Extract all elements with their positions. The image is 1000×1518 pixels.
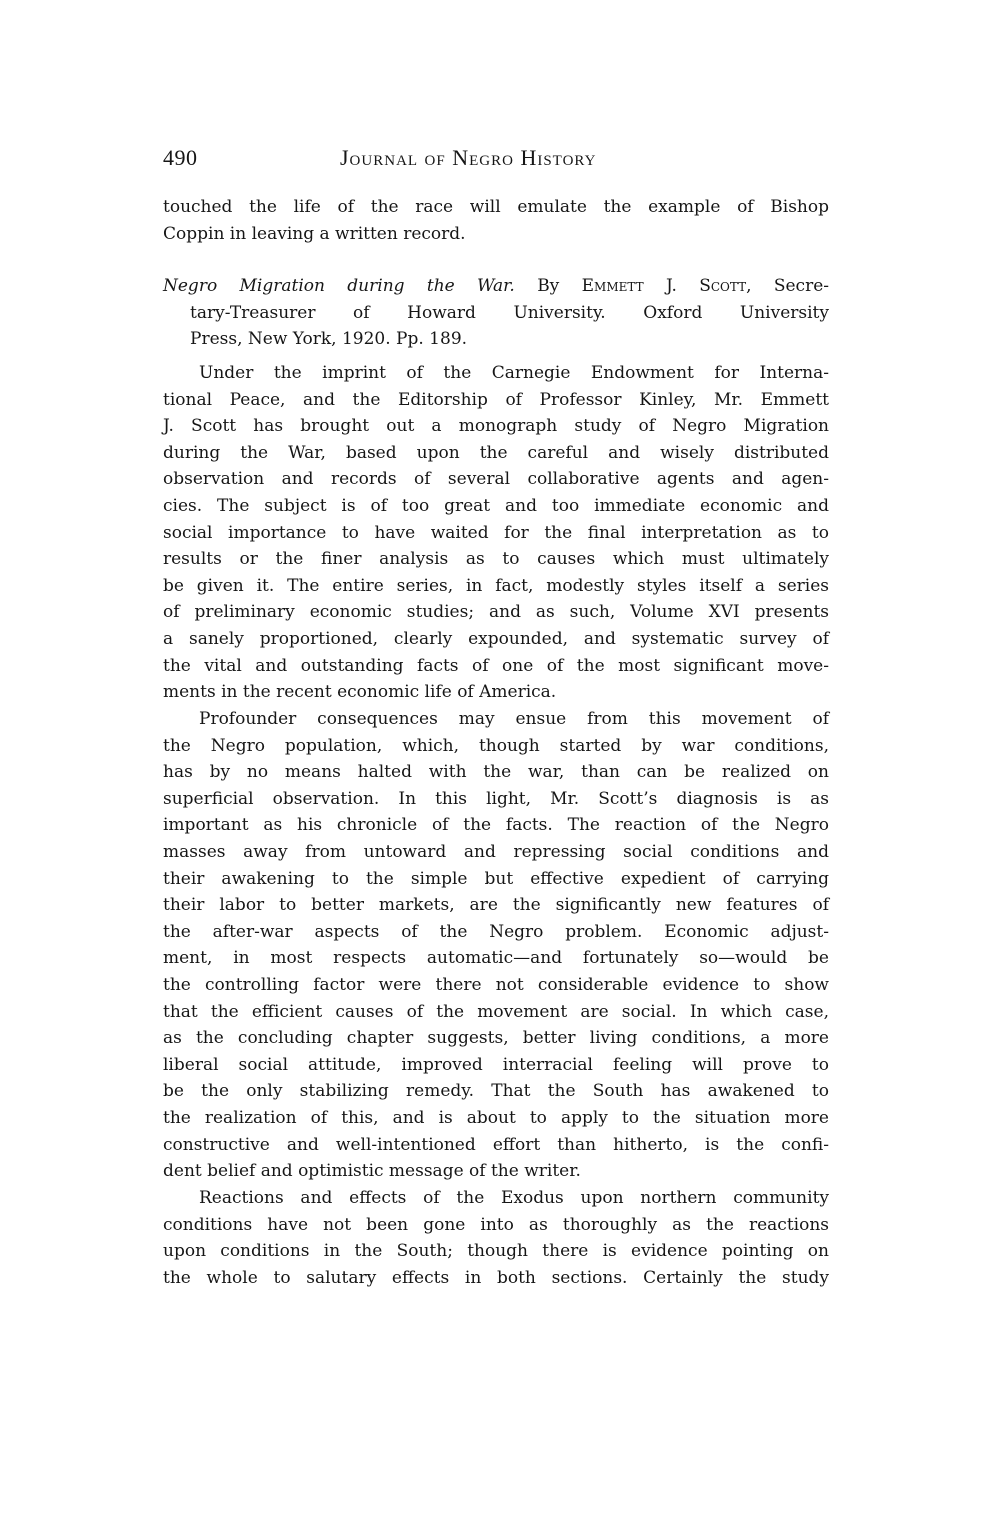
body-paragraph-2 [163, 706, 829, 1185]
text-line: superficial observation. In this light, Mr. Scott’s diagnosis is as [163, 788, 829, 809]
text-line: social importance to have waited for the final interpretation as to [163, 522, 829, 543]
text-line: conditions have not been gone into as thoroughly as the reactions [163, 1214, 829, 1235]
author-name: Emmett J. Scott, [581, 276, 752, 296]
text-line: their labor to better markets, are the significantly new features of [163, 895, 829, 916]
text-line: the vital and outstanding facts of one of the most significant move- [163, 655, 829, 676]
citation-line [163, 273, 829, 300]
text-line: as the concluding chapter suggests, better living conditions, a more [163, 1028, 829, 1049]
text-line: ments in the recent economic life of America. [163, 682, 557, 703]
text-line: the after-war aspects of the Negro problem. Economic adjust- [163, 921, 829, 942]
author-role-start: Secre- [773, 276, 830, 296]
text-line: be the only stabilizing remedy. That the South has awakened to [163, 1081, 829, 1102]
page-number: 490 [163, 145, 198, 170]
text-line: J. Scott has brought out a monograph study of Negro Migration [163, 416, 829, 437]
text-line: tional Peace, and the Editorship of Professor Kinley, Mr. Emmett [163, 389, 829, 410]
text-line: be given it. The entire series, in fact, modestly styles itself a series [163, 575, 829, 596]
text-line: observation and records of several collaborative agents and agen- [163, 469, 829, 490]
text-line: Coppin in leaving a written record. [163, 223, 466, 244]
text-line: liberal social attitude, improved interracial feeling will prove to [163, 1054, 829, 1075]
text-line: has by no means halted with the war, than can be realized on [163, 762, 829, 783]
review-citation [163, 273, 829, 353]
text-line: important as his chronicle of the facts. The reaction of the Negro [163, 815, 829, 836]
text-line: touched the life of the race will emulate the example of Bishop [163, 197, 829, 217]
text-line: masses away from untoward and repressing social conditions and [163, 841, 829, 862]
text-line: dent belief and optimistic message of the writer. [163, 1161, 581, 1182]
text-line: constructive and well-intentioned effort than hitherto, is the confi- [163, 1134, 829, 1155]
book-title: Negro Migration during the War. [163, 276, 515, 296]
text-line: during the War, based upon the careful and wisely distributed [163, 442, 829, 463]
text-line: ment, in most respects automatic—and fortunately so—would be [163, 948, 829, 969]
page-header [163, 145, 829, 175]
continuation-paragraph [163, 194, 829, 247]
text-line: Reactions and effects of the Exodus upon northern community [199, 1188, 829, 1208]
text-line: the controlling factor were there not considerable evidence to show [163, 974, 829, 995]
text-line: the realization of this, and is about to apply to the situation more [163, 1107, 829, 1128]
text-line: Profounder consequences may ensue from this movement of [199, 709, 829, 729]
text-line: a sanely proportioned, clearly expounded, and systematic survey of [163, 628, 829, 649]
text-line: their awakening to the simple but effective expedient of carrying [163, 868, 829, 889]
text-line: that the efficient causes of the movement are social. In which case, [163, 1001, 829, 1022]
body-paragraph-1 [163, 360, 829, 706]
by-word: By [537, 276, 560, 296]
text-line: the whole to salutary effects in both sections. Certainly the study [163, 1267, 829, 1288]
text-line: the Negro population, which, though started by war conditions, [163, 735, 829, 756]
text-line: results or the finer analysis as to causes which must ultimately [163, 549, 829, 570]
body-paragraph-3 [163, 1185, 829, 1291]
citation-line: tary-Treasurer of Howard University. Oxford University [190, 302, 829, 323]
text-line: upon conditions in the South; though there is evidence pointing on [163, 1241, 829, 1262]
text-line: Under the imprint of the Carnegie Endowment for Interna- [199, 363, 829, 383]
citation-line: Press, New York, 1920. Pp. 189. [190, 329, 468, 350]
text-line: cies. The subject is of too great and too immediate economic and [163, 495, 829, 516]
text-line: of preliminary economic studies; and as such, Volume XVI presents [163, 602, 829, 623]
running-title: Journal of Negro History [340, 145, 597, 170]
